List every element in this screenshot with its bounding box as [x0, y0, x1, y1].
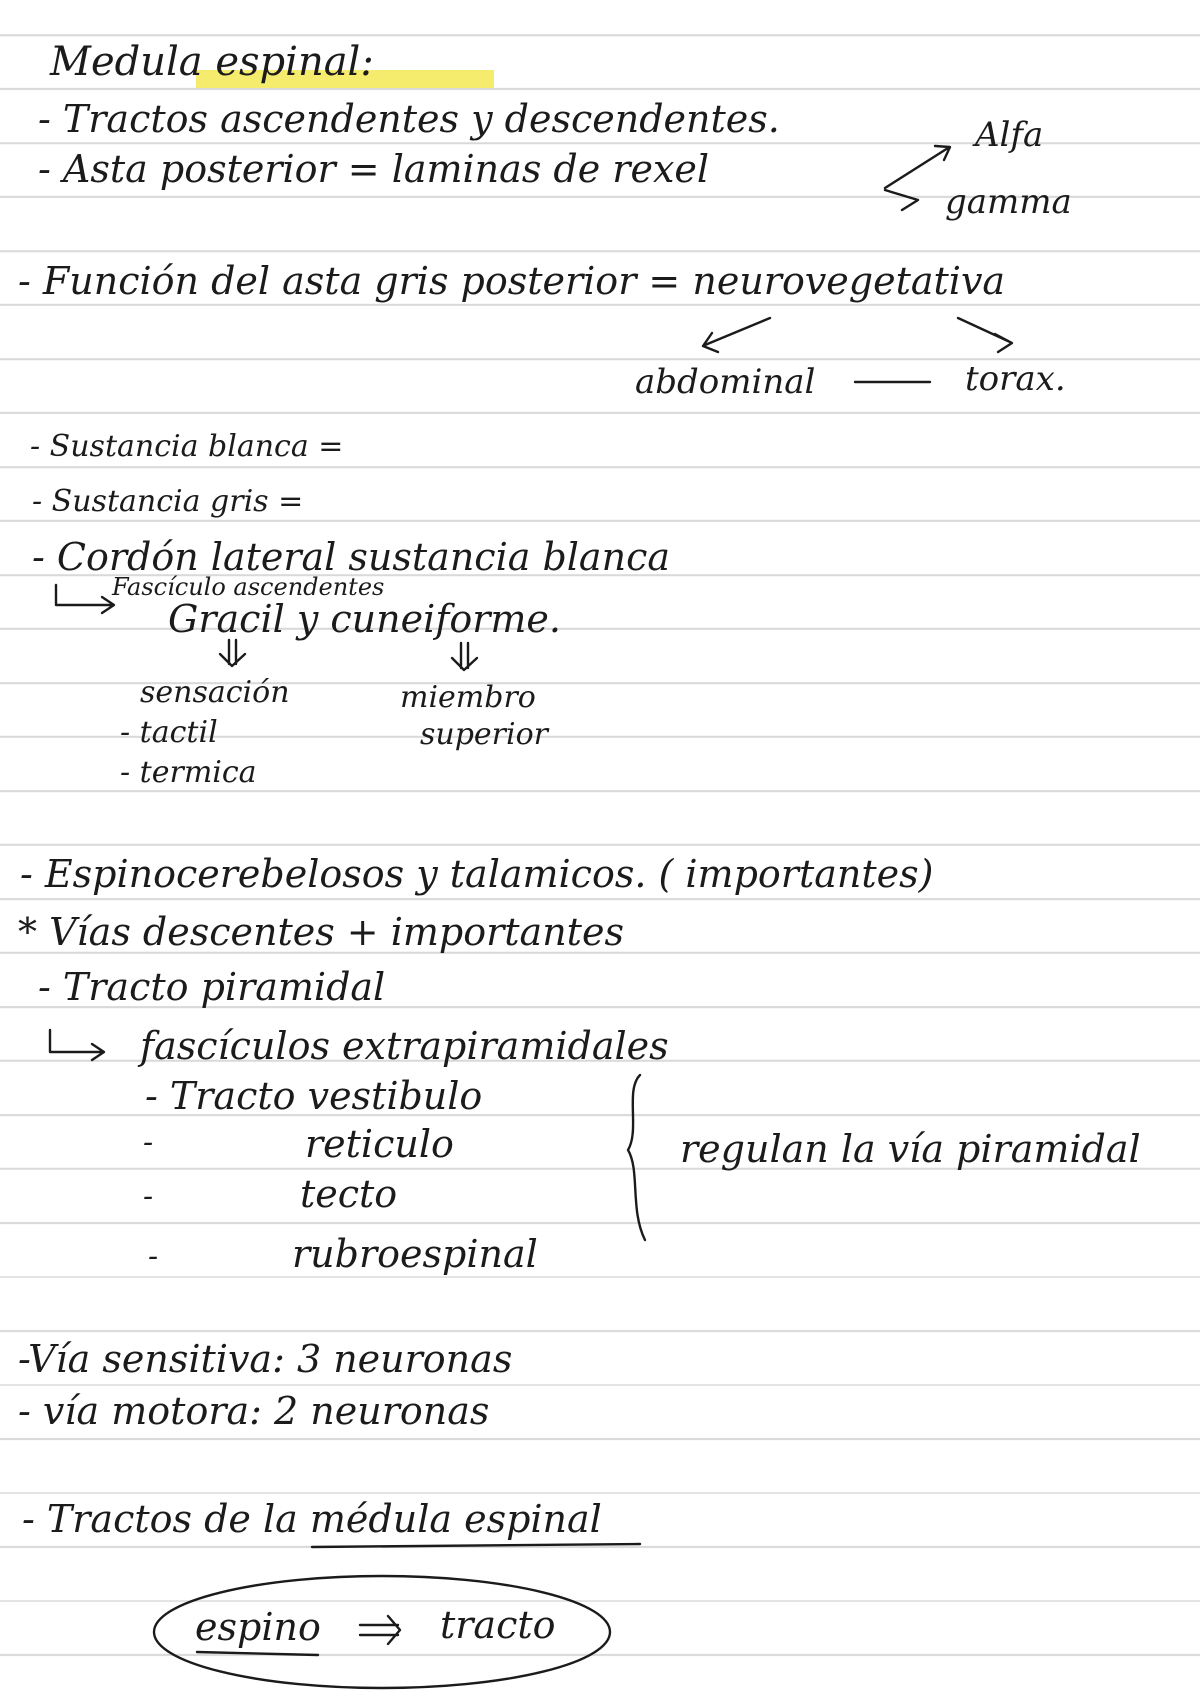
note-termica: - termica	[120, 755, 257, 790]
note-line-via-motora: - vía motora: 2 neuronas	[18, 1389, 490, 1433]
note-line-tractos: - Tractos ascendentes y descendentes.	[38, 97, 780, 141]
note-abdominal: abdominal	[635, 362, 816, 402]
note-rubroespinal: rubroespinal	[292, 1232, 538, 1276]
note-dash-reticulo: -	[143, 1125, 154, 1160]
note-sensacion: sensación	[140, 675, 290, 710]
note-espino: espino	[195, 1605, 321, 1649]
note-line-tracto-piramidal: - Tracto piramidal	[38, 965, 386, 1009]
note-miembro: miembro	[400, 680, 536, 715]
note-reticulo: reticulo	[305, 1122, 454, 1166]
note-gamma: gamma	[945, 182, 1072, 222]
note-tracto-vestibulo: - Tracto vestibulo	[145, 1074, 483, 1118]
note-superior: superior	[420, 717, 549, 752]
note-line-funcion: - Función del asta gris posterior = neurovegetativa	[18, 259, 1006, 303]
note-alfa: Alfa	[975, 115, 1044, 155]
note-tactil: - tactil	[120, 715, 218, 750]
page-title: Medula espinal:	[50, 39, 374, 85]
note-tecto: tecto	[300, 1172, 398, 1216]
note-fasciculos-extrapiramidales: fascículos extrapiramidales	[140, 1024, 669, 1068]
note-line-asta-posterior: - Asta posterior = laminas de rexel	[38, 147, 710, 191]
note-line-tractos-medula: - Tractos de la médula espinal	[22, 1497, 602, 1541]
note-torax: torax.	[965, 359, 1066, 399]
note-line-via-sensitiva: -Vía sensitiva: 3 neuronas	[18, 1337, 513, 1381]
note-fasciculo-ascendentes: Fascículo ascendentes	[112, 573, 385, 601]
note-line-espinocerebelosos: - Espinocerebelosos y talamicos. ( importantes)	[20, 852, 934, 896]
note-regulan: regulan la vía piramidal	[680, 1127, 1141, 1171]
note-line-sustancia-gris: - Sustancia gris =	[32, 484, 304, 519]
note-line-sustancia-blanca: - Sustancia blanca =	[30, 429, 344, 464]
note-tracto: tracto	[440, 1603, 556, 1647]
note-dash-tecto: -	[143, 1179, 154, 1214]
note-line-vias-descentes: * Vías descentes + importantes	[18, 910, 624, 954]
note-gracil-cuneiforme: Gracil y cuneiforme.	[168, 597, 561, 641]
note-dash-rubroespinal: -	[148, 1239, 159, 1274]
note-line-cordon-lateral: - Cordón lateral sustancia blanca	[32, 535, 671, 579]
